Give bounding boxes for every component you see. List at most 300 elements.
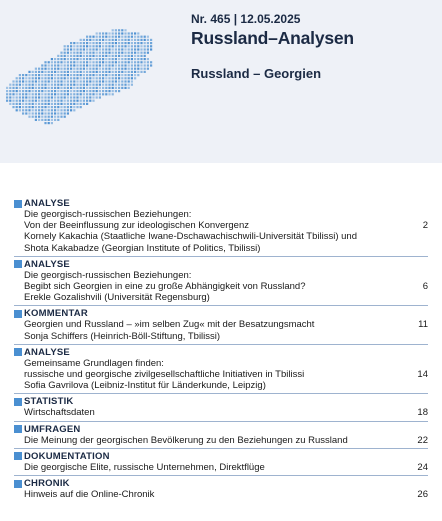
map-dot	[70, 87, 72, 89]
map-dot	[118, 45, 120, 47]
map-dot	[115, 90, 117, 92]
map-dot	[16, 77, 18, 79]
map-dot	[83, 52, 85, 54]
map-dot	[35, 103, 37, 105]
map-dot	[115, 36, 117, 38]
map-dot	[131, 77, 133, 79]
map-dot	[112, 71, 114, 73]
map-dot	[19, 103, 21, 105]
map-dot	[16, 84, 18, 86]
map-dot	[96, 52, 98, 54]
map-dot	[108, 55, 110, 57]
toc-divider	[14, 448, 428, 449]
map-dot	[73, 52, 75, 54]
map-dot	[86, 55, 88, 57]
toc-entry[interactable]	[14, 347, 428, 392]
map-dot	[144, 61, 146, 63]
map-dot	[60, 80, 62, 82]
map-dot	[67, 96, 69, 98]
map-dot	[92, 42, 94, 44]
map-dot	[67, 90, 69, 92]
map-dot	[83, 61, 85, 63]
map-dot	[16, 80, 18, 82]
map-dot	[115, 58, 117, 60]
toc-page-number[interactable]: 6	[422, 281, 428, 292]
map-dot	[76, 58, 78, 60]
map-dot	[92, 96, 94, 98]
map-dot	[54, 116, 56, 118]
map-dot	[64, 100, 66, 102]
map-dot	[83, 103, 85, 105]
map-dot	[54, 93, 56, 95]
map-dot	[89, 52, 91, 54]
map-dot	[96, 93, 98, 95]
map-dot	[92, 74, 94, 76]
map-dot	[83, 84, 85, 86]
map-dot	[38, 119, 40, 121]
map-dot	[102, 80, 104, 82]
map-dot	[137, 55, 139, 57]
map-dot	[16, 90, 18, 92]
map-dot	[131, 84, 133, 86]
map-dot	[67, 64, 69, 66]
map-dot	[83, 71, 85, 73]
map-dot	[105, 45, 107, 47]
map-dot	[105, 55, 107, 57]
map-dot	[131, 55, 133, 57]
map-dot	[22, 90, 24, 92]
map-dot	[80, 80, 82, 82]
map-dot	[48, 68, 50, 70]
map-dot	[25, 109, 27, 111]
map-dot	[134, 36, 136, 38]
map-dot	[86, 58, 88, 60]
map-dot	[67, 106, 69, 108]
map-dot	[99, 87, 101, 89]
map-dot	[64, 106, 66, 108]
map-dot	[28, 96, 30, 98]
map-dot	[76, 74, 78, 76]
map-dot	[32, 106, 34, 108]
map-dot	[86, 48, 88, 50]
map-dot	[67, 45, 69, 47]
map-dot	[41, 68, 43, 70]
issue-topic: Russland – Georgien	[191, 66, 322, 81]
toc-page-number[interactable]: 14	[417, 369, 428, 381]
map-dot	[137, 45, 139, 47]
map-dot	[128, 32, 130, 34]
map-dot	[128, 58, 130, 60]
map-dot	[124, 77, 126, 79]
map-dot	[140, 61, 142, 63]
toc-entry-line: Von der Beeinflussung zur ideologischen Konvergenz	[24, 220, 249, 232]
map-dot	[134, 61, 136, 63]
toc-page-number[interactable]: 26	[417, 489, 428, 501]
map-dot	[128, 55, 130, 57]
map-dot	[44, 112, 46, 114]
map-dot	[115, 55, 117, 57]
map-dot	[99, 39, 101, 41]
map-dot	[76, 100, 78, 102]
toc-entry[interactable]	[14, 424, 428, 446]
map-dot	[25, 100, 27, 102]
map-dot	[124, 87, 126, 89]
map-dot	[92, 36, 94, 38]
map-dot	[25, 96, 27, 98]
toc-page-number[interactable]: 22	[417, 434, 428, 446]
map-dot	[134, 58, 136, 60]
map-dot	[57, 68, 59, 70]
map-dot	[124, 64, 126, 66]
map-dot	[147, 58, 149, 60]
map-dot	[67, 48, 69, 50]
map-dot	[124, 32, 126, 34]
map-dot	[89, 58, 91, 60]
map-dot	[41, 84, 43, 86]
map-dot	[51, 103, 53, 105]
map-dot	[83, 77, 85, 79]
map-dot	[67, 77, 69, 79]
map-dot	[86, 100, 88, 102]
table-of-contents	[14, 198, 428, 500]
map-dot	[105, 84, 107, 86]
map-dot	[25, 74, 27, 76]
map-dot	[51, 87, 53, 89]
map-dot	[60, 93, 62, 95]
map-dot	[70, 96, 72, 98]
map-dot	[102, 52, 104, 54]
map-dot	[73, 48, 75, 50]
map-dot	[73, 109, 75, 111]
map-dot	[147, 39, 149, 41]
map-dot	[140, 48, 142, 50]
map-dot	[137, 71, 139, 73]
map-dot	[54, 96, 56, 98]
map-dot	[38, 90, 40, 92]
map-dot	[54, 74, 56, 76]
map-dot	[16, 93, 18, 95]
map-dot	[118, 48, 120, 50]
map-dot	[64, 109, 66, 111]
map-dot	[83, 93, 85, 95]
map-dot	[57, 71, 59, 73]
map-dot	[89, 39, 91, 41]
map-dot	[89, 36, 91, 38]
map-dot	[121, 80, 123, 82]
toc-entry-line: russische und georgische zivilgesellschaftliche Initiativen in Tbilissi	[24, 369, 305, 381]
map-dot	[76, 42, 78, 44]
map-dot	[118, 39, 120, 41]
map-dot	[35, 71, 37, 73]
map-dot	[28, 109, 30, 111]
map-dot	[64, 116, 66, 118]
map-dot	[118, 58, 120, 60]
map-dot	[70, 90, 72, 92]
map-dot	[86, 42, 88, 44]
toc-page-number[interactable]: 2	[422, 220, 428, 232]
map-dot	[115, 74, 117, 76]
toc-entry[interactable]	[14, 451, 428, 473]
map-dot	[144, 39, 146, 41]
map-dot	[92, 64, 94, 66]
map-dot	[32, 84, 34, 86]
map-dot	[86, 64, 88, 66]
map-dot	[76, 55, 78, 57]
map-dot	[105, 77, 107, 79]
map-dot	[32, 71, 34, 73]
map-dot	[96, 64, 98, 66]
map-dot	[28, 80, 30, 82]
map-dot	[121, 71, 123, 73]
map-dot	[60, 87, 62, 89]
map-dot	[150, 42, 152, 44]
map-dot	[99, 55, 101, 57]
toc-entry[interactable]	[14, 308, 428, 341]
map-dot	[115, 77, 117, 79]
map-dot	[102, 68, 104, 70]
map-dot	[118, 84, 120, 86]
map-dot	[12, 100, 14, 102]
map-dot	[38, 109, 40, 111]
map-dot	[41, 74, 43, 76]
map-dot	[89, 48, 91, 50]
map-dot	[22, 109, 24, 111]
map-dot	[80, 77, 82, 79]
map-dot	[99, 52, 101, 54]
map-dot	[99, 45, 101, 47]
map-dot	[131, 45, 133, 47]
map-dot	[137, 74, 139, 76]
map-dot	[124, 42, 126, 44]
map-dot	[60, 74, 62, 76]
map-dot	[92, 100, 94, 102]
map-dot	[80, 103, 82, 105]
map-dot	[83, 39, 85, 41]
map-dot	[76, 106, 78, 108]
map-dot	[99, 84, 101, 86]
map-dot	[118, 52, 120, 54]
map-dot	[96, 39, 98, 41]
map-dot	[57, 84, 59, 86]
map-dot	[60, 64, 62, 66]
map-dot	[32, 116, 34, 118]
map-dot	[147, 52, 149, 54]
map-dot	[28, 84, 30, 86]
map-dot	[99, 93, 101, 95]
map-dot	[134, 68, 136, 70]
map-dot	[57, 116, 59, 118]
map-dot	[89, 100, 91, 102]
map-dot	[89, 61, 91, 63]
map-dot	[28, 71, 30, 73]
map-dot	[92, 84, 94, 86]
map-dot	[89, 90, 91, 92]
map-dot	[89, 64, 91, 66]
toc-page-number[interactable]: 11	[418, 319, 428, 331]
map-dot	[60, 90, 62, 92]
map-dot	[70, 84, 72, 86]
map-dot	[144, 64, 146, 66]
map-dot	[121, 32, 123, 34]
map-dot	[73, 87, 75, 89]
toc-category	[14, 396, 428, 407]
map-dot	[76, 77, 78, 79]
map-dot	[54, 103, 56, 105]
map-dot	[121, 58, 123, 60]
map-dot	[102, 45, 104, 47]
map-dot	[22, 74, 24, 76]
map-dot	[96, 55, 98, 57]
map-dot	[48, 119, 50, 121]
map-dot	[19, 100, 21, 102]
map-dot	[44, 90, 46, 92]
map-dot	[44, 61, 46, 63]
map-dot	[131, 80, 133, 82]
map-dot	[80, 106, 82, 108]
map-dot	[9, 96, 11, 98]
toc-page-number[interactable]: 24	[417, 461, 428, 473]
map-dot	[73, 106, 75, 108]
map-dot	[108, 32, 110, 34]
map-dot	[89, 80, 91, 82]
map-dot	[150, 48, 152, 50]
map-dot	[16, 100, 18, 102]
category-square-icon	[14, 480, 22, 488]
map-dot	[32, 77, 34, 79]
map-dot	[54, 58, 56, 60]
map-dot	[102, 93, 104, 95]
map-dot	[108, 80, 110, 82]
map-dot	[70, 74, 72, 76]
map-dot	[105, 52, 107, 54]
map-dot	[128, 48, 130, 50]
map-dot	[112, 68, 114, 70]
map-dot	[25, 80, 27, 82]
toc-category-label: CHRONIK	[24, 478, 70, 490]
map-dot	[44, 77, 46, 79]
map-dot	[115, 87, 117, 89]
map-dot	[150, 45, 152, 47]
map-dot	[51, 90, 53, 92]
map-dot	[57, 103, 59, 105]
map-dot	[54, 109, 56, 111]
toc-category	[14, 259, 428, 270]
map-dot	[92, 55, 94, 57]
toc-entry[interactable]	[14, 259, 428, 304]
map-dot	[96, 74, 98, 76]
map-dot	[38, 87, 40, 89]
toc-entry[interactable]	[14, 478, 428, 500]
map-dot	[80, 52, 82, 54]
map-dot	[147, 36, 149, 38]
map-dot	[118, 90, 120, 92]
map-dot	[19, 106, 21, 108]
toc-divider	[14, 421, 428, 422]
map-dot	[147, 42, 149, 44]
map-dot	[121, 68, 123, 70]
toc-entry-line: Begibt sich Georgien in eine zu große Abhängigkeit von Russland?	[24, 281, 306, 293]
map-dot	[86, 39, 88, 41]
map-dot	[57, 74, 59, 76]
map-dot	[76, 84, 78, 86]
map-dot	[51, 122, 53, 124]
toc-entry[interactable]	[14, 396, 428, 418]
map-dot	[121, 36, 123, 38]
map-dot	[140, 58, 142, 60]
map-dot	[60, 109, 62, 111]
map-dot	[76, 80, 78, 82]
map-dot	[44, 93, 46, 95]
map-dot	[64, 52, 66, 54]
map-dot	[51, 77, 53, 79]
map-dot	[60, 52, 62, 54]
map-dot	[144, 68, 146, 70]
map-dot	[73, 80, 75, 82]
map-dot	[80, 39, 82, 41]
map-dot	[112, 36, 114, 38]
map-dot	[86, 93, 88, 95]
toc-entry-line: Die Meinung der georgischen Bevölkerung zu den Beziehungen zu Russland	[24, 434, 348, 446]
map-dot	[48, 109, 50, 111]
map-dot	[128, 77, 130, 79]
map-dot	[108, 64, 110, 66]
map-dot	[92, 48, 94, 50]
map-dot	[112, 32, 114, 34]
map-dot	[105, 93, 107, 95]
map-dot	[16, 106, 18, 108]
map-dot	[112, 52, 114, 54]
map-dot	[41, 80, 43, 82]
map-dot	[96, 77, 98, 79]
map-dot	[131, 61, 133, 63]
map-dot	[51, 64, 53, 66]
map-dot	[35, 109, 37, 111]
map-dot	[115, 45, 117, 47]
toc-entry-line: Shota Kakabadze (Georgian Institute of Politics, Tbilissi)	[24, 242, 261, 254]
map-dot	[137, 48, 139, 50]
map-dot	[64, 90, 66, 92]
map-dot	[150, 61, 152, 63]
map-dot	[64, 74, 66, 76]
category-square-icon	[14, 425, 22, 433]
toc-page-number[interactable]: 18	[417, 407, 428, 419]
map-dot	[38, 77, 40, 79]
map-dot	[131, 42, 133, 44]
map-dot	[80, 84, 82, 86]
map-dot	[112, 39, 114, 41]
map-dot	[105, 36, 107, 38]
map-dot	[99, 74, 101, 76]
map-dot	[128, 64, 130, 66]
map-dot	[115, 42, 117, 44]
map-dot	[128, 80, 130, 82]
map-dot	[64, 80, 66, 82]
map-dot	[35, 68, 37, 70]
map-dot	[70, 80, 72, 82]
map-dot	[121, 55, 123, 57]
map-dot	[121, 87, 123, 89]
map-dot	[54, 61, 56, 63]
map-dot	[48, 112, 50, 114]
map-dot	[99, 48, 101, 50]
map-dot	[108, 61, 110, 63]
map-dot	[32, 103, 34, 105]
toc-entry[interactable]	[14, 198, 428, 254]
map-dot	[32, 80, 34, 82]
map-dot	[92, 77, 94, 79]
map-dot	[144, 36, 146, 38]
map-dot	[25, 84, 27, 86]
